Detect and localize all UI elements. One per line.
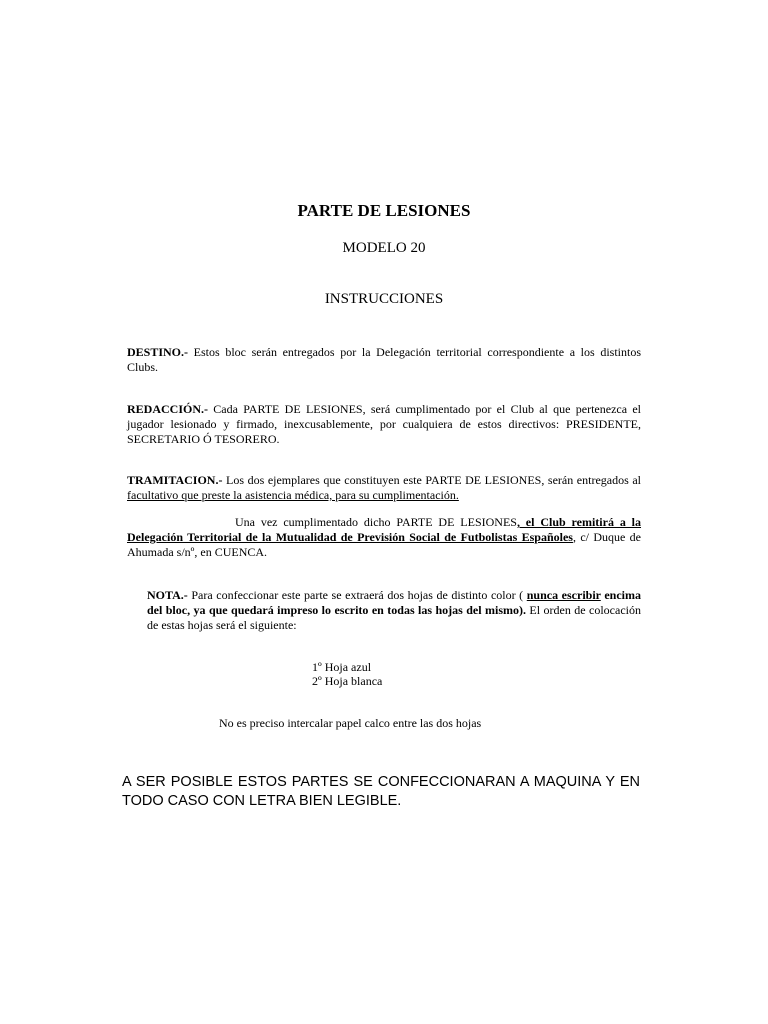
- envio-bold-underlined-text: , el Club remitirá a la Delegación Territorial de la Mutualidad de Previsión Social de Futbolistas Españoles: [127, 515, 642, 544]
- list-item: 1º Hoja azul: [312, 660, 372, 674]
- nota-paragraph: [147, 588, 641, 633]
- nota-warning-underlined: nunca escribir: [526, 588, 601, 602]
- nota-warning-bold: encima del bloc, ya que quedará impreso lo escrito en todas las hojas del mismo).: [147, 588, 642, 617]
- envio-address-text: , c/ Duque de Ahumada s/nº, en CUENCA.: [127, 530, 641, 559]
- tramitacion-label: TRAMITACION.-: [127, 473, 223, 487]
- nota-label: NOTA.-: [147, 588, 188, 602]
- final-instruction: A SER POSIBLE ESTOS PARTES SE CONFECCIONARAN A MAQUINA Y EN TODO CASO CON LETRA BIEN LEGIBLE.: [122, 774, 640, 809]
- tramitacion-paragraph: [127, 473, 641, 503]
- redaccion-label: REDACCIÓN.-: [127, 402, 208, 416]
- document-title: PARTE DE LESIONES: [297, 201, 471, 220]
- list-item: 2º Hoja blanca: [312, 674, 383, 688]
- model-number: MODELO 20: [342, 240, 426, 256]
- section-heading: INSTRUCCIONES: [324, 291, 444, 307]
- tramitacion-underlined-text: facultativo que preste la asistencia médica, para su cumplimentación.: [127, 488, 459, 502]
- destino-paragraph: [127, 345, 641, 375]
- destino-text: Estos bloc serán entregados por la Delegación territorial correspondiente a los distintos Clubs.: [127, 345, 641, 374]
- carbon-paper-note: No es preciso intercalar papel calco entre las dos hojas: [219, 716, 482, 730]
- tramitacion-text: Los dos ejemplares que constituyen este PARTE DE LESIONES, serán entregados al: [222, 473, 641, 487]
- nota-text: Para confeccionar este parte se extraerá dos hojas de distinto color (: [187, 588, 527, 602]
- envio-text: Una vez cumplimentado dicho PARTE DE LESIONES: [235, 515, 517, 529]
- redaccion-paragraph: [127, 402, 641, 447]
- envio-paragraph: [127, 515, 641, 560]
- redaccion-text: Cada PARTE DE LESIONES, será cumplimentado por el Club al que pertenezca el jugador lesionado y firmado, inexcusablemente, por cualquiera de estos directivos: PRESIDENTE, SECRETARIO Ó TESORERO.: [127, 402, 641, 446]
- nota-order-text: El orden de colocación de estas hojas será el siguiente:: [147, 603, 641, 632]
- sheet-order-list: [312, 660, 382, 688]
- destino-label: DESTINO.-: [127, 345, 189, 359]
